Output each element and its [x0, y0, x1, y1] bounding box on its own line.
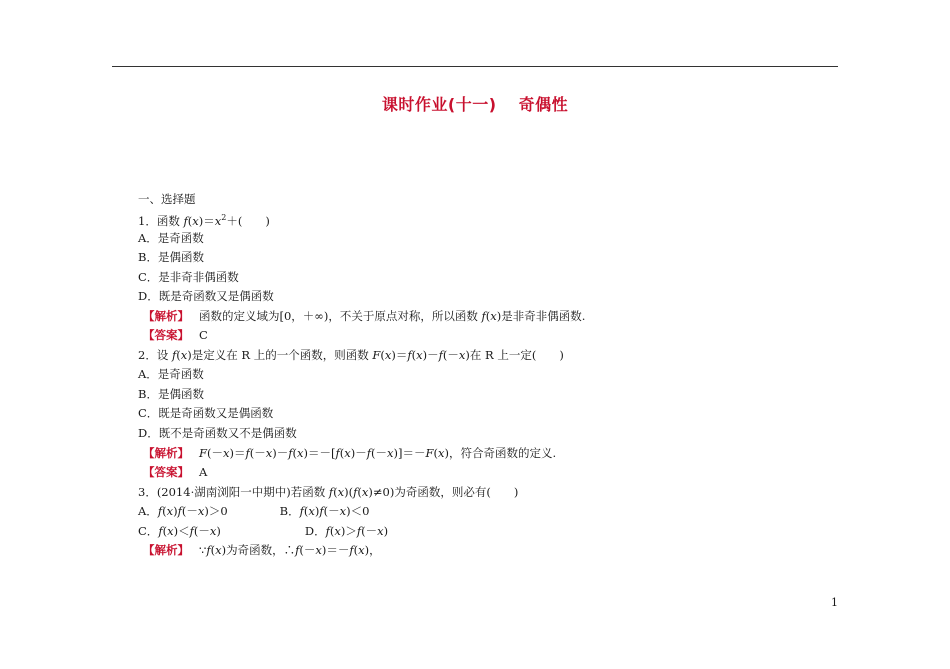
q1-analysis: 【解析】 函数的定义域为[0，＋∞)，不关于原点对称，所以函数 f(x)是非奇非偶函数. [143, 309, 586, 323]
header-rule [112, 66, 838, 67]
q2-answer: 【答案】 A [143, 465, 208, 479]
q3-analysis: 【解析】 ∵f(x)为奇函数，∴f(－x)＝－f(x)， [143, 543, 381, 557]
q2-option-a: A．是奇函数 [138, 367, 204, 381]
q3-options-cd: C．f(x)＜f(－x) D．f(x)＞f(－x) [138, 524, 389, 538]
q1-option-b: B．是偶函数 [138, 250, 204, 264]
q2-analysis: 【解析】 F(－x)＝f(－x)－f(x)＝－[f(x)－f(－x)]＝－F(x)，符合奇函数的定义. [143, 446, 557, 460]
q1-option-c: C．是非奇非偶函数 [138, 270, 239, 284]
q2-option-b: B．是偶函数 [138, 387, 204, 401]
section-heading: 一、选择题 [138, 192, 196, 206]
page-number: 1 [831, 596, 838, 609]
page-title [0, 92, 950, 115]
title-main: 课时作业(十一) [381, 95, 497, 114]
q2-stem: 2．设 f(x)是定义在 R 上的一个函数，则函数 F(x)＝f(x)－f(－x)在 R 上一定( ) [138, 348, 564, 362]
q1-stem: 1．函数 $f(x)=x^2+$( ) [138, 213, 270, 228]
title-sub: 奇偶性 [518, 95, 569, 114]
q2-option-c: C．既是奇函数又是偶函数 [138, 406, 274, 420]
q1-option-d: D．既是奇函数又是偶函数 [138, 289, 274, 303]
q3-stem: 3．(2014·湖南浏阳一中期中)若函数 f(x)(f(x)≠0)为奇函数，则必有( ) [138, 485, 519, 499]
q2-option-d: D．既不是奇函数又不是偶函数 [138, 426, 297, 440]
q3-options-ab: A．f(x)f(－x)＞0 B．f(x)f(－x)＜0 [138, 504, 370, 518]
q1-answer: 【答案】 C [143, 328, 208, 342]
q1-option-a: A．是奇函数 [138, 231, 204, 245]
